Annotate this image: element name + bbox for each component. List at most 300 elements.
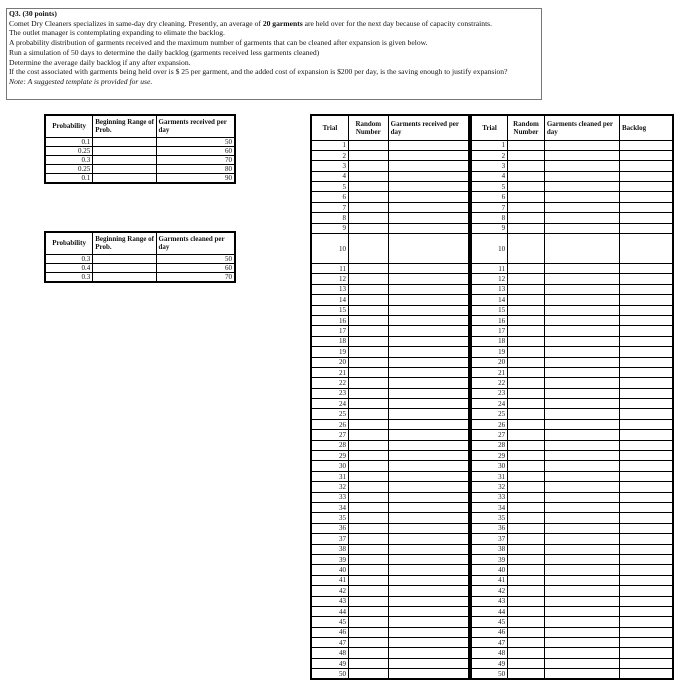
- garments-cleaned-cell[interactable]: [544, 202, 619, 212]
- random-number-cell[interactable]: [348, 347, 388, 357]
- garments-cleaned-cell[interactable]: [544, 638, 619, 648]
- garments-received-cell[interactable]: [388, 575, 469, 585]
- garments-received-cell[interactable]: [388, 461, 469, 471]
- garments-received-cell[interactable]: [388, 419, 469, 429]
- garments-received-cell[interactable]: [388, 202, 469, 212]
- random-number-cell[interactable]: [348, 305, 388, 315]
- backlog-cell[interactable]: [620, 575, 674, 585]
- backlog-cell[interactable]: [620, 451, 674, 461]
- random-number-cell[interactable]: [508, 357, 545, 367]
- garments-cleaned-cell[interactable]: [544, 513, 619, 523]
- random-number-cell[interactable]: [348, 419, 388, 429]
- question-box: [6, 8, 542, 100]
- question-line: Determine the average daily backlog if any after expansion.: [9, 57, 191, 67]
- backlog-cell[interactable]: [620, 357, 674, 367]
- garments-received-cell[interactable]: [388, 367, 469, 377]
- backlog-cell[interactable]: [620, 295, 674, 305]
- garments-cleaned-cell[interactable]: [544, 315, 619, 325]
- random-number-cell[interactable]: [348, 150, 388, 160]
- random-number-cell[interactable]: [508, 596, 545, 606]
- random-number-cell[interactable]: [348, 658, 388, 668]
- table-row: [311, 378, 469, 388]
- random-number-cell[interactable]: [348, 367, 388, 377]
- random-number-cell[interactable]: [348, 171, 388, 181]
- garments-received-cell[interactable]: [388, 388, 469, 398]
- table-row: [311, 648, 469, 658]
- garments-received-cell[interactable]: [388, 347, 469, 357]
- garments-cleaned-cell[interactable]: [544, 419, 619, 429]
- random-number-cell[interactable]: [348, 461, 388, 471]
- table-row: [311, 451, 469, 461]
- backlog-cell[interactable]: [620, 274, 674, 284]
- random-number-cell[interactable]: [348, 544, 388, 554]
- backlog-cell[interactable]: [620, 409, 674, 419]
- range-cell[interactable]: [93, 146, 156, 155]
- random-number-cell[interactable]: [348, 357, 388, 367]
- random-number-cell[interactable]: [508, 482, 545, 492]
- random-number-cell[interactable]: [508, 399, 545, 409]
- random-number-cell[interactable]: [348, 192, 388, 202]
- backlog-cell[interactable]: [620, 305, 674, 315]
- table-row: [311, 284, 469, 294]
- random-number-cell[interactable]: [348, 451, 388, 461]
- random-number-cell[interactable]: [348, 513, 388, 523]
- table-row: [471, 223, 673, 233]
- trial-cell: 32: [471, 482, 508, 492]
- garments-cleaned-cell[interactable]: [544, 347, 619, 357]
- garments-cleaned-cell[interactable]: [544, 213, 619, 223]
- random-number-cell[interactable]: [508, 638, 545, 648]
- random-number-cell[interactable]: [348, 534, 388, 544]
- random-number-cell[interactable]: [508, 461, 545, 471]
- backlog-cell[interactable]: [620, 171, 674, 181]
- garments-received-cell[interactable]: [388, 503, 469, 513]
- garments-received-cell[interactable]: [388, 471, 469, 481]
- trial-cell: 40: [311, 565, 348, 575]
- garments-received-cell[interactable]: [388, 482, 469, 492]
- trial-cell: 44: [311, 606, 348, 616]
- table-row: [471, 150, 673, 160]
- random-number-cell[interactable]: [508, 336, 545, 346]
- garments-cleaned-cell[interactable]: [544, 669, 619, 679]
- garments-received-cell[interactable]: [388, 440, 469, 450]
- random-number-cell[interactable]: [508, 503, 545, 513]
- garments-received-cell[interactable]: [388, 223, 469, 233]
- random-number-cell[interactable]: [508, 223, 545, 233]
- random-number-cell[interactable]: [508, 264, 545, 274]
- garments-received-cell[interactable]: [388, 430, 469, 440]
- garments-cleaned-cell[interactable]: [544, 596, 619, 606]
- garments-received-cell[interactable]: [388, 192, 469, 202]
- backlog-cell[interactable]: [620, 544, 674, 554]
- backlog-cell[interactable]: [620, 471, 674, 481]
- table-row: [471, 638, 673, 648]
- garments-cleaned-cell[interactable]: [544, 430, 619, 440]
- backlog-cell[interactable]: [620, 284, 674, 294]
- garments-cleaned-cell[interactable]: [544, 523, 619, 533]
- random-number-cell[interactable]: [348, 326, 388, 336]
- backlog-cell[interactable]: [620, 586, 674, 596]
- backlog-cell[interactable]: [620, 347, 674, 357]
- table-row: [471, 523, 673, 533]
- random-number-cell[interactable]: [348, 586, 388, 596]
- trial-cell: 11: [311, 264, 348, 274]
- random-number-cell[interactable]: [348, 223, 388, 233]
- backlog-cell[interactable]: [620, 264, 674, 274]
- garments-received-cell[interactable]: [388, 182, 469, 192]
- random-number-cell[interactable]: [348, 378, 388, 388]
- garments-cleaned-cell[interactable]: [544, 658, 619, 668]
- random-number-cell[interactable]: [348, 284, 388, 294]
- random-number-cell[interactable]: [508, 627, 545, 637]
- table-row: [471, 202, 673, 212]
- random-number-cell[interactable]: [348, 606, 388, 616]
- random-number-cell[interactable]: [348, 565, 388, 575]
- backlog-cell[interactable]: [620, 523, 674, 533]
- random-number-cell[interactable]: [348, 617, 388, 627]
- garments-received-cell[interactable]: [388, 586, 469, 596]
- garments-received-cell[interactable]: [388, 617, 469, 627]
- random-number-cell[interactable]: [348, 627, 388, 637]
- backlog-cell[interactable]: [620, 192, 674, 202]
- backlog-cell[interactable]: [620, 482, 674, 492]
- random-number-cell[interactable]: [508, 513, 545, 523]
- table-row: [471, 182, 673, 192]
- random-number-cell[interactable]: [348, 575, 388, 585]
- probability-cell: 0.3: [45, 254, 93, 263]
- random-number-cell[interactable]: [508, 544, 545, 554]
- trial-cell: 22: [471, 378, 508, 388]
- garments-received-cell[interactable]: [388, 213, 469, 223]
- garments-cleaned-cell[interactable]: [544, 492, 619, 502]
- garments-received-cell[interactable]: [388, 544, 469, 554]
- random-number-cell[interactable]: [348, 295, 388, 305]
- garments-cleaned-cell[interactable]: [544, 378, 619, 388]
- random-number-cell[interactable]: [508, 617, 545, 627]
- random-number-cell[interactable]: [508, 213, 545, 223]
- garments-cleaned-cell[interactable]: [544, 161, 619, 171]
- backlog-cell[interactable]: [620, 388, 674, 398]
- garments-received-cell[interactable]: [388, 315, 469, 325]
- garments-received-cell[interactable]: [388, 669, 469, 679]
- random-number-cell[interactable]: [508, 554, 545, 564]
- garments-cleaned-cell[interactable]: [544, 388, 619, 398]
- range-cell[interactable]: [93, 137, 156, 146]
- random-number-cell[interactable]: [348, 315, 388, 325]
- random-number-cell[interactable]: [508, 234, 545, 264]
- range-cell[interactable]: [93, 155, 156, 164]
- random-number-cell[interactable]: [508, 565, 545, 575]
- garments-cleaned-cell[interactable]: [544, 295, 619, 305]
- table-row: [471, 513, 673, 523]
- random-number-cell[interactable]: [508, 586, 545, 596]
- random-number-cell[interactable]: [508, 140, 545, 150]
- backlog-cell[interactable]: [620, 440, 674, 450]
- random-number-cell[interactable]: [508, 492, 545, 502]
- garments-cleaned-cell[interactable]: [544, 409, 619, 419]
- garments-cleaned-cell[interactable]: [544, 440, 619, 450]
- random-number-cell[interactable]: [508, 409, 545, 419]
- random-number-cell[interactable]: [348, 440, 388, 450]
- backlog-cell[interactable]: [620, 161, 674, 171]
- garments-received-cell[interactable]: [388, 264, 469, 274]
- garments-received-cell[interactable]: [388, 326, 469, 336]
- random-number-cell[interactable]: [508, 326, 545, 336]
- random-number-cell[interactable]: [508, 658, 545, 668]
- random-number-cell[interactable]: [348, 648, 388, 658]
- garments-received-cell[interactable]: [388, 534, 469, 544]
- garments-received-cell[interactable]: [388, 171, 469, 181]
- table-row: [311, 161, 469, 171]
- trial-cell: 40: [471, 565, 508, 575]
- random-number-cell[interactable]: [508, 419, 545, 429]
- backlog-cell[interactable]: [620, 534, 674, 544]
- random-number-cell[interactable]: [508, 648, 545, 658]
- garments-cleaned-cell[interactable]: [544, 503, 619, 513]
- garments-cleaned-cell[interactable]: [544, 451, 619, 461]
- garments-received-cell[interactable]: [388, 451, 469, 461]
- backlog-cell[interactable]: [620, 513, 674, 523]
- random-number-cell[interactable]: [348, 471, 388, 481]
- backlog-cell[interactable]: [620, 399, 674, 409]
- garments-received-cell[interactable]: [388, 627, 469, 637]
- probability-cell: 0.3: [45, 155, 93, 164]
- random-number-cell[interactable]: [508, 347, 545, 357]
- random-number-cell[interactable]: [348, 482, 388, 492]
- garments-received-cell[interactable]: [388, 378, 469, 388]
- table-row: [311, 150, 469, 160]
- random-number-cell[interactable]: [348, 523, 388, 533]
- random-number-cell[interactable]: [508, 451, 545, 461]
- question-line: Run a simulation of 50 days to determine the daily backlog (garments received less garments cleaned): [9, 47, 320, 57]
- garments-cleaned-cell[interactable]: [544, 192, 619, 202]
- garments-received-cell[interactable]: [388, 305, 469, 315]
- table-row: [471, 305, 673, 315]
- random-number-cell[interactable]: [508, 305, 545, 315]
- random-number-cell[interactable]: [508, 202, 545, 212]
- random-number-cell[interactable]: [348, 140, 388, 150]
- backlog-cell[interactable]: [620, 617, 674, 627]
- random-number-cell[interactable]: [508, 575, 545, 585]
- random-number-cell[interactable]: [508, 150, 545, 160]
- garments-cleaned-cell[interactable]: [544, 140, 619, 150]
- garments-received-cell[interactable]: [388, 357, 469, 367]
- backlog-cell[interactable]: [620, 182, 674, 192]
- random-number-cell[interactable]: [508, 523, 545, 533]
- garments-received-cell[interactable]: [388, 284, 469, 294]
- trial-cell: 31: [311, 471, 348, 481]
- backlog-cell[interactable]: [620, 648, 674, 658]
- col-beginning-range: Beginning Range of Prob.: [93, 232, 156, 254]
- random-number-cell[interactable]: [348, 554, 388, 564]
- garments-received-cell[interactable]: [388, 513, 469, 523]
- random-number-cell[interactable]: [508, 192, 545, 202]
- random-number-cell[interactable]: [508, 295, 545, 305]
- random-number-cell[interactable]: [508, 606, 545, 616]
- garments-received-cell[interactable]: [388, 274, 469, 284]
- trial-cell: 31: [471, 471, 508, 481]
- random-number-cell[interactable]: [348, 399, 388, 409]
- garments-received-cell[interactable]: [388, 409, 469, 419]
- garments-cleaned-cell[interactable]: [544, 606, 619, 616]
- garments-cleaned-cell[interactable]: [544, 565, 619, 575]
- backlog-cell[interactable]: [620, 140, 674, 150]
- garments-cleaned-cell[interactable]: [544, 150, 619, 160]
- backlog-cell[interactable]: [620, 461, 674, 471]
- random-number-cell[interactable]: [508, 378, 545, 388]
- random-number-cell[interactable]: [508, 171, 545, 181]
- random-number-cell[interactable]: [348, 638, 388, 648]
- garments-cleaned-cell[interactable]: [544, 171, 619, 181]
- random-number-cell[interactable]: [348, 202, 388, 212]
- backlog-cell[interactable]: [620, 658, 674, 668]
- random-number-cell[interactable]: [508, 388, 545, 398]
- backlog-cell[interactable]: [620, 213, 674, 223]
- table-row: [311, 544, 469, 554]
- random-number-cell[interactable]: [508, 471, 545, 481]
- random-number-cell[interactable]: [508, 669, 545, 679]
- garments-received-cell[interactable]: [388, 565, 469, 575]
- garments-cleaned-cell[interactable]: [544, 544, 619, 554]
- random-number-cell[interactable]: [348, 503, 388, 513]
- garments-cleaned-cell[interactable]: [544, 326, 619, 336]
- random-number-cell[interactable]: [508, 440, 545, 450]
- backlog-cell[interactable]: [620, 565, 674, 575]
- table-row: [311, 586, 469, 596]
- random-number-cell[interactable]: [348, 264, 388, 274]
- garments-received-cell[interactable]: [388, 234, 469, 264]
- backlog-cell[interactable]: [620, 378, 674, 388]
- table-row: [471, 430, 673, 440]
- garments-received-cell[interactable]: [388, 658, 469, 668]
- random-number-cell[interactable]: [508, 161, 545, 171]
- garments-received-cell[interactable]: [388, 492, 469, 502]
- backlog-cell[interactable]: [620, 492, 674, 502]
- question-line: Comet Dry Cleaners specializes in same-day dry cleaning. Presently, an average of 20 garments are held over for the next day because of capacity constraints.: [9, 18, 493, 28]
- garments-cleaned-cell[interactable]: [544, 367, 619, 377]
- garments-cleaned-cell[interactable]: [544, 399, 619, 409]
- random-number-cell[interactable]: [348, 596, 388, 606]
- table-row: [45, 137, 235, 146]
- range-cell[interactable]: [93, 173, 156, 183]
- backlog-cell[interactable]: [620, 367, 674, 377]
- table-row: [311, 171, 469, 181]
- garments-received-cell[interactable]: [388, 295, 469, 305]
- random-number-cell[interactable]: [348, 234, 388, 264]
- backlog-cell[interactable]: [620, 150, 674, 160]
- random-number-cell[interactable]: [348, 669, 388, 679]
- garments-received-cell[interactable]: [388, 336, 469, 346]
- garments-cleaned-cell[interactable]: [544, 586, 619, 596]
- garments-cleaned-cell[interactable]: [544, 336, 619, 346]
- random-number-cell[interactable]: [508, 367, 545, 377]
- garments-cleaned-cell[interactable]: [544, 648, 619, 658]
- random-number-cell[interactable]: [508, 274, 545, 284]
- garments-received-cell[interactable]: [388, 523, 469, 533]
- garments-received-cell[interactable]: [388, 399, 469, 409]
- backlog-cell[interactable]: [620, 336, 674, 346]
- backlog-cell[interactable]: [620, 202, 674, 212]
- garments-cleaned-cell[interactable]: [544, 554, 619, 564]
- table-row: [471, 399, 673, 409]
- garments-cleaned-cell[interactable]: [544, 461, 619, 471]
- random-number-cell[interactable]: [348, 182, 388, 192]
- garments-received-cell[interactable]: [388, 161, 469, 171]
- backlog-cell[interactable]: [620, 234, 674, 264]
- table-row: [311, 140, 469, 150]
- garments-cleaned-cell[interactable]: [544, 575, 619, 585]
- garments-cleaned-cell[interactable]: [544, 284, 619, 294]
- random-number-cell[interactable]: [348, 161, 388, 171]
- garments-cleaned-cell[interactable]: [544, 223, 619, 233]
- garments-cleaned-cell[interactable]: [544, 534, 619, 544]
- range-cell[interactable]: [93, 272, 156, 282]
- garments-cleaned-cell[interactable]: [544, 357, 619, 367]
- garments-received-cell[interactable]: [388, 554, 469, 564]
- trial-cell: 9: [471, 223, 508, 233]
- garments-cleaned-cell[interactable]: [544, 182, 619, 192]
- random-number-cell[interactable]: [348, 492, 388, 502]
- backlog-cell[interactable]: [620, 419, 674, 429]
- range-cell[interactable]: [93, 254, 156, 263]
- range-cell[interactable]: [93, 263, 156, 272]
- backlog-cell[interactable]: [620, 606, 674, 616]
- random-number-cell[interactable]: [348, 274, 388, 284]
- random-number-cell[interactable]: [508, 534, 545, 544]
- garments-received-cell[interactable]: [388, 638, 469, 648]
- random-number-cell[interactable]: [508, 284, 545, 294]
- garments-received-cell[interactable]: [388, 596, 469, 606]
- random-number-cell[interactable]: [348, 430, 388, 440]
- table-row: [471, 378, 673, 388]
- backlog-cell[interactable]: [620, 430, 674, 440]
- garments-received-cell[interactable]: [388, 150, 469, 160]
- backlog-cell[interactable]: [620, 326, 674, 336]
- backlog-cell[interactable]: [620, 638, 674, 648]
- garments-cleaned-cell[interactable]: [544, 471, 619, 481]
- garments-cleaned-cell[interactable]: [544, 627, 619, 637]
- garments-cleaned-cell[interactable]: [544, 305, 619, 315]
- backlog-cell[interactable]: [620, 596, 674, 606]
- garments-cleaned-cell[interactable]: [544, 234, 619, 264]
- table-row: [471, 161, 673, 171]
- garments-cleaned-cell[interactable]: [544, 617, 619, 627]
- backlog-cell[interactable]: [620, 627, 674, 637]
- garments-cleaned-cell[interactable]: [544, 482, 619, 492]
- backlog-cell[interactable]: [620, 503, 674, 513]
- garments-cleaned-cell[interactable]: [544, 264, 619, 274]
- random-number-cell[interactable]: [348, 213, 388, 223]
- backlog-cell[interactable]: [620, 223, 674, 233]
- garments-received-cell[interactable]: [388, 606, 469, 616]
- random-number-cell[interactable]: [508, 182, 545, 192]
- random-number-cell[interactable]: [508, 315, 545, 325]
- random-number-cell[interactable]: [348, 409, 388, 419]
- garments-received-cell[interactable]: [388, 140, 469, 150]
- table-row: [471, 658, 673, 668]
- table-row: [471, 440, 673, 450]
- table-row: [471, 575, 673, 585]
- backlog-cell[interactable]: [620, 554, 674, 564]
- backlog-cell[interactable]: [620, 315, 674, 325]
- range-cell[interactable]: [93, 164, 156, 173]
- random-number-cell[interactable]: [348, 388, 388, 398]
- backlog-cell[interactable]: [620, 669, 674, 679]
- random-number-cell[interactable]: [508, 430, 545, 440]
- random-number-cell[interactable]: [348, 336, 388, 346]
- garments-received-cell[interactable]: [388, 648, 469, 658]
- garments-cleaned-cell[interactable]: [544, 274, 619, 284]
